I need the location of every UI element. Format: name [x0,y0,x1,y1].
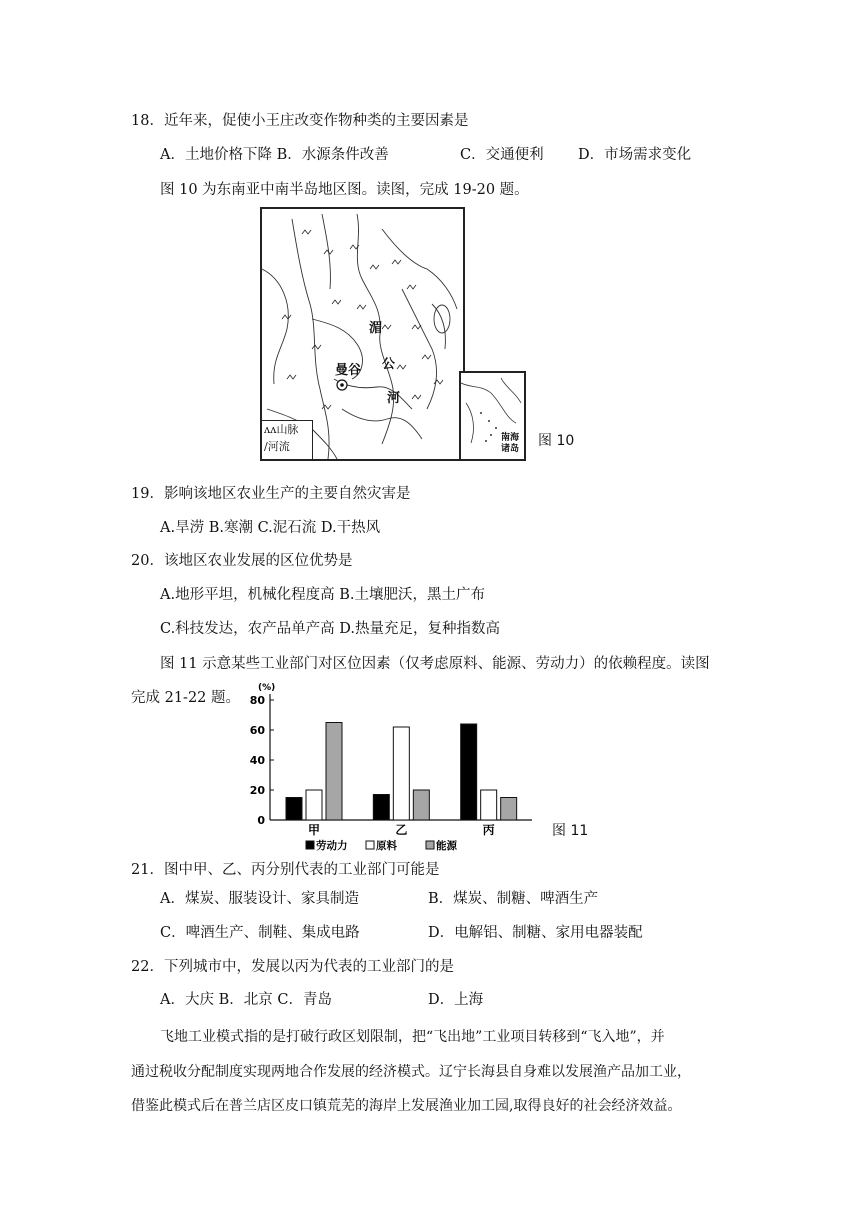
y-tick-label: 80 [249,694,265,707]
y-axis-label: (%) [258,683,276,693]
q22-stem: 22．下列城市中，发展以丙为代表的工业部门的是 [131,959,454,975]
map-legend [262,420,313,459]
fig11-caption: 图 11 [552,823,589,839]
q21-option-d: D．电解铝、制糖、家用电器装配 [428,925,643,941]
q20-stem: 20．该地区农业发展的区位优势是 [131,553,353,569]
bar-甲-原料 [306,790,322,820]
q19-options: A.旱涝 B.寒潮 C.泥石流 D.干热风 [160,520,381,536]
mekong-char-3: 河 [387,391,401,406]
legend-label: 能源 [436,840,457,852]
indochina-map [260,207,465,461]
bar-丙-劳动力 [461,724,477,820]
q19-stem: 19．影响该地区农业生产的主要自然灾害是 [131,486,411,502]
fig10-intro: 图 10 为东南亚中南半岛地区图。读图，完成 19-20 题。 [160,182,529,198]
legend-swatch-原料 [366,841,374,849]
legend-river: ∕河流 [264,440,290,453]
y-tick-label: 20 [249,784,265,797]
fig11-intro-2: 完成 21-22 题。 [131,690,241,706]
fig11-intro-1: 图 11 示意某些工业部门对区位因素（仅考虑原料、能源、劳动力）的依赖程度。读图 [160,656,710,672]
passage-line-3: 借鉴此模式后在普兰店区皮口镇荒芜的海岸上发展渔业加工园,取得良好的社会经济效益。 [131,1098,682,1114]
river-icon: ∕ [264,440,268,453]
q21-stem: 21．图中甲、乙、丙分别代表的工业部门可能是 [131,862,440,878]
q18-stem: 18．近年来，促使小王庄改变作物种类的主要因素是 [131,113,469,129]
q20-options-line1: A.地形平坦，机械化程度高 B.土壤肥沃，黑土广布 [160,587,485,603]
passage-line-1: 飞地工业模式指的是打破行政区划限制，把“飞出地”工业项目转移到“飞入地”，并 [160,1029,665,1045]
bangkok-label: 曼谷 [335,363,362,378]
passage-line-2: 通过税收分配制度实现两地合作发展的经济模式。辽宁长海县自身难以发展渔产品加工业， [131,1064,691,1080]
q18-options [160,145,692,165]
legend-swatch-劳动力 [306,841,314,849]
q21-option-b: B．煤炭、制糖、啤酒生产 [428,891,599,907]
q21-option-c: C．啤酒生产、制鞋、集成电路 [160,925,360,941]
fig10-caption: 图 10 [538,433,575,449]
bar-丙-原料 [481,790,497,820]
y-tick-label: 40 [249,754,265,767]
category-label: 丙 [482,823,495,837]
south-china-sea-inset [459,371,526,461]
y-tick-label: 60 [249,724,265,737]
industry-dependency-chart [246,678,546,858]
q22-options-abc: A．大庆 B．北京 C．青岛 [160,992,332,1008]
bar-丙-能源 [501,798,517,821]
legend-label: 劳动力 [316,840,348,852]
legend-label: 原料 [376,840,397,852]
bar-乙-原料 [393,727,409,820]
q18-option-ab: A．土地价格下降 B．水源条件改善 [160,147,389,163]
bar-甲-劳动力 [286,798,302,821]
mekong-char-1: 湄 [369,321,383,336]
mekong-char-2: 公 [382,357,396,372]
q18-option-d: D．市场需求变化 [578,147,692,163]
mountain-icon: ʌʌ [264,423,277,436]
legend-mountain: ʌʌ山脉 [264,423,299,436]
q20-options-line2: C.科技发达，农产品单产高 D.热量充足，复种指数高 [160,621,501,637]
bar-乙-劳动力 [373,795,389,821]
q18-option-c: C．交通便利 [460,147,544,163]
category-label: 甲 [307,823,321,837]
q22-option-d: D．上海 [428,992,484,1008]
legend-swatch-能源 [426,841,434,849]
bar-乙-能源 [413,790,429,820]
category-label: 乙 [395,823,408,837]
q21-option-a: A．煤炭、服装设计、家具制造 [160,891,359,907]
bar-甲-能源 [326,723,342,821]
south-china-sea-label: 南海诸岛 [501,433,520,454]
y-tick-label: 0 [257,814,265,827]
